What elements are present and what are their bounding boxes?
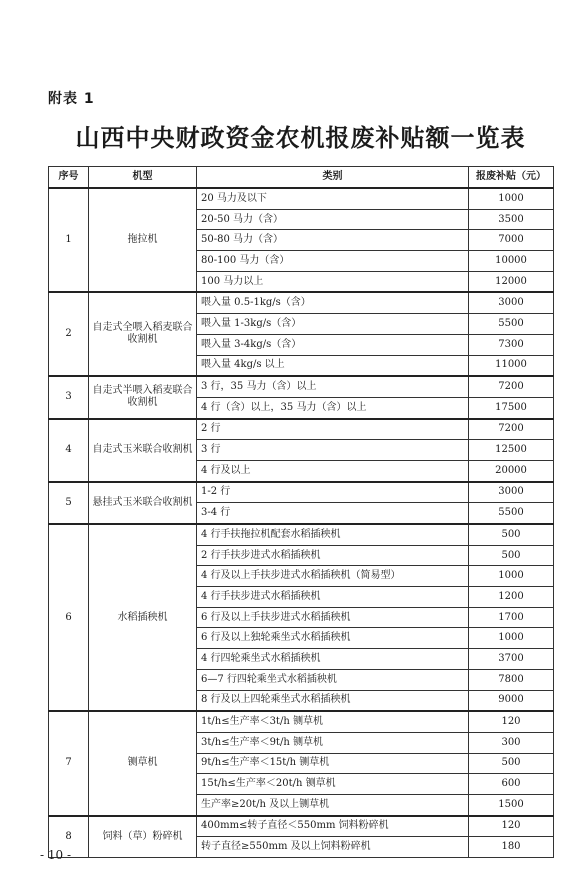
category-cell: 100 马力以上 — [197, 271, 469, 292]
group-number: 2 — [49, 292, 89, 376]
category-cell: 1-2 行 — [197, 482, 469, 503]
category-cell: 3 行，35 马力（含）以上 — [197, 376, 469, 397]
subsidy-cell: 5500 — [469, 503, 554, 524]
group-number: 5 — [49, 482, 89, 524]
subsidy-cell: 1000 — [469, 188, 554, 209]
machine-type: 自走式半喂入稻麦联合收割机 — [89, 376, 197, 418]
category-cell: 20-50 马力（含） — [197, 209, 469, 230]
category-cell: 生产率≥20t/h 及以上铡草机 — [197, 794, 469, 815]
category-cell: 6 行及以上手扶步进式水稻插秧机 — [197, 607, 469, 628]
subsidy-cell: 500 — [469, 524, 554, 545]
category-cell: 喂入量 4kg/s 以上 — [197, 355, 469, 376]
table-row — [49, 419, 554, 440]
machine-type: 拖拉机 — [89, 188, 197, 292]
category-cell: 转子直径≥550mm 及以上饲料粉碎机 — [197, 837, 469, 858]
category-cell: 9t/h≤生产率＜15t/h 铡草机 — [197, 753, 469, 774]
category-cell: 6—7 行四轮乘坐式水稻插秧机 — [197, 669, 469, 690]
category-cell: 15t/h≤生产率＜20t/h 铡草机 — [197, 774, 469, 795]
subsidy-cell: 3000 — [469, 292, 554, 313]
attachment-label: 附表 1 — [48, 91, 95, 107]
category-cell: 20 马力及以下 — [197, 188, 469, 209]
subsidy-cell: 1200 — [469, 587, 554, 608]
table-row — [49, 292, 554, 313]
subsidy-cell: 10000 — [469, 251, 554, 272]
group-number: 7 — [49, 711, 89, 815]
category-cell: 4 行四轮乘坐式水稻插秧机 — [197, 649, 469, 670]
category-cell: 50-80 马力（含） — [197, 230, 469, 251]
category-cell: 6 行及以上独轮乘坐式水稻插秧机 — [197, 628, 469, 649]
table-row — [49, 482, 554, 503]
machine-type: 水稻插秧机 — [89, 524, 197, 711]
category-cell: 1t/h≤生产率＜3t/h 铡草机 — [197, 711, 469, 732]
category-cell: 喂入量 1-3kg/s（含） — [197, 314, 469, 335]
subsidy-cell: 7200 — [469, 419, 554, 440]
machine-type: 自走式玉米联合收割机 — [89, 419, 197, 482]
subsidy-cell: 1000 — [469, 566, 554, 587]
subsidy-cell: 300 — [469, 732, 554, 753]
category-cell: 4 行及以上手扶步进式水稻插秧机（简易型） — [197, 566, 469, 587]
category-cell: 2 行 — [197, 419, 469, 440]
subsidy-cell: 500 — [469, 753, 554, 774]
category-cell: 3-4 行 — [197, 503, 469, 524]
machine-type: 饲料（草）粉碎机 — [89, 816, 197, 858]
subsidy-cell: 17500 — [469, 397, 554, 418]
category-cell: 喂入量 3-4kg/s（含） — [197, 334, 469, 355]
subsidy-table — [48, 166, 554, 858]
table-row — [49, 816, 554, 837]
category-cell: 4 行手扶拖拉机配套水稻插秧机 — [197, 524, 469, 545]
category-cell: 8 行及以上四轮乘坐式水稻插秧机 — [197, 690, 469, 711]
group-number: 4 — [49, 419, 89, 482]
subsidy-cell: 1000 — [469, 628, 554, 649]
category-cell: 4 行及以上 — [197, 460, 469, 481]
subsidy-cell: 3700 — [469, 649, 554, 670]
page-number: - 10 - — [40, 848, 72, 862]
subsidy-cell: 120 — [469, 711, 554, 732]
subsidy-cell: 20000 — [469, 460, 554, 481]
header-category: 类别 — [197, 167, 469, 189]
table-body — [49, 188, 554, 858]
category-cell: 400mm≤转子直径＜550mm 饲料粉碎机 — [197, 816, 469, 837]
subsidy-cell: 120 — [469, 816, 554, 837]
subsidy-cell: 7200 — [469, 376, 554, 397]
header-subsidy: 报废补贴（元） — [469, 167, 554, 189]
subsidy-cell: 3000 — [469, 482, 554, 503]
subsidy-cell: 7000 — [469, 230, 554, 251]
subsidy-cell: 12500 — [469, 440, 554, 461]
subsidy-cell: 11000 — [469, 355, 554, 376]
category-cell: 喂入量 0.5-1kg/s（含） — [197, 292, 469, 313]
table-row — [49, 376, 554, 397]
machine-type: 悬挂式玉米联合收割机 — [89, 482, 197, 524]
subsidy-cell: 1700 — [469, 607, 554, 628]
category-cell: 3t/h≤生产率＜9t/h 铡草机 — [197, 732, 469, 753]
subsidy-cell: 1500 — [469, 794, 554, 815]
table-row — [49, 711, 554, 732]
subsidy-cell: 3500 — [469, 209, 554, 230]
header-no: 序号 — [49, 167, 89, 189]
subsidy-cell: 12000 — [469, 271, 554, 292]
subsidy-cell: 9000 — [469, 690, 554, 711]
subsidy-cell: 600 — [469, 774, 554, 795]
category-cell: 80-100 马力（含） — [197, 251, 469, 272]
subsidy-cell: 5500 — [469, 314, 554, 335]
category-cell: 4 行手扶步进式水稻插秧机 — [197, 587, 469, 608]
subsidy-cell: 500 — [469, 545, 554, 566]
category-cell: 2 行手扶步进式水稻插秧机 — [197, 545, 469, 566]
group-number: 1 — [49, 188, 89, 292]
subsidy-cell: 7800 — [469, 669, 554, 690]
page-title: 山西中央财政资金农机报废补贴额一览表 — [75, 123, 526, 152]
table-row — [49, 524, 554, 545]
group-number: 6 — [49, 524, 89, 711]
header-machine-type: 机型 — [89, 167, 197, 189]
table-row — [49, 188, 554, 209]
category-cell: 4 行（含）以上，35 马力（含）以上 — [197, 397, 469, 418]
group-number: 3 — [49, 376, 89, 418]
subsidy-cell: 7300 — [469, 334, 554, 355]
machine-type: 铡草机 — [89, 711, 197, 815]
group-number: 8 — [49, 816, 89, 858]
machine-type: 自走式全喂入稻麦联合收割机 — [89, 292, 197, 376]
subsidy-cell: 180 — [469, 837, 554, 858]
category-cell: 3 行 — [197, 440, 469, 461]
table-header-row — [49, 167, 554, 189]
